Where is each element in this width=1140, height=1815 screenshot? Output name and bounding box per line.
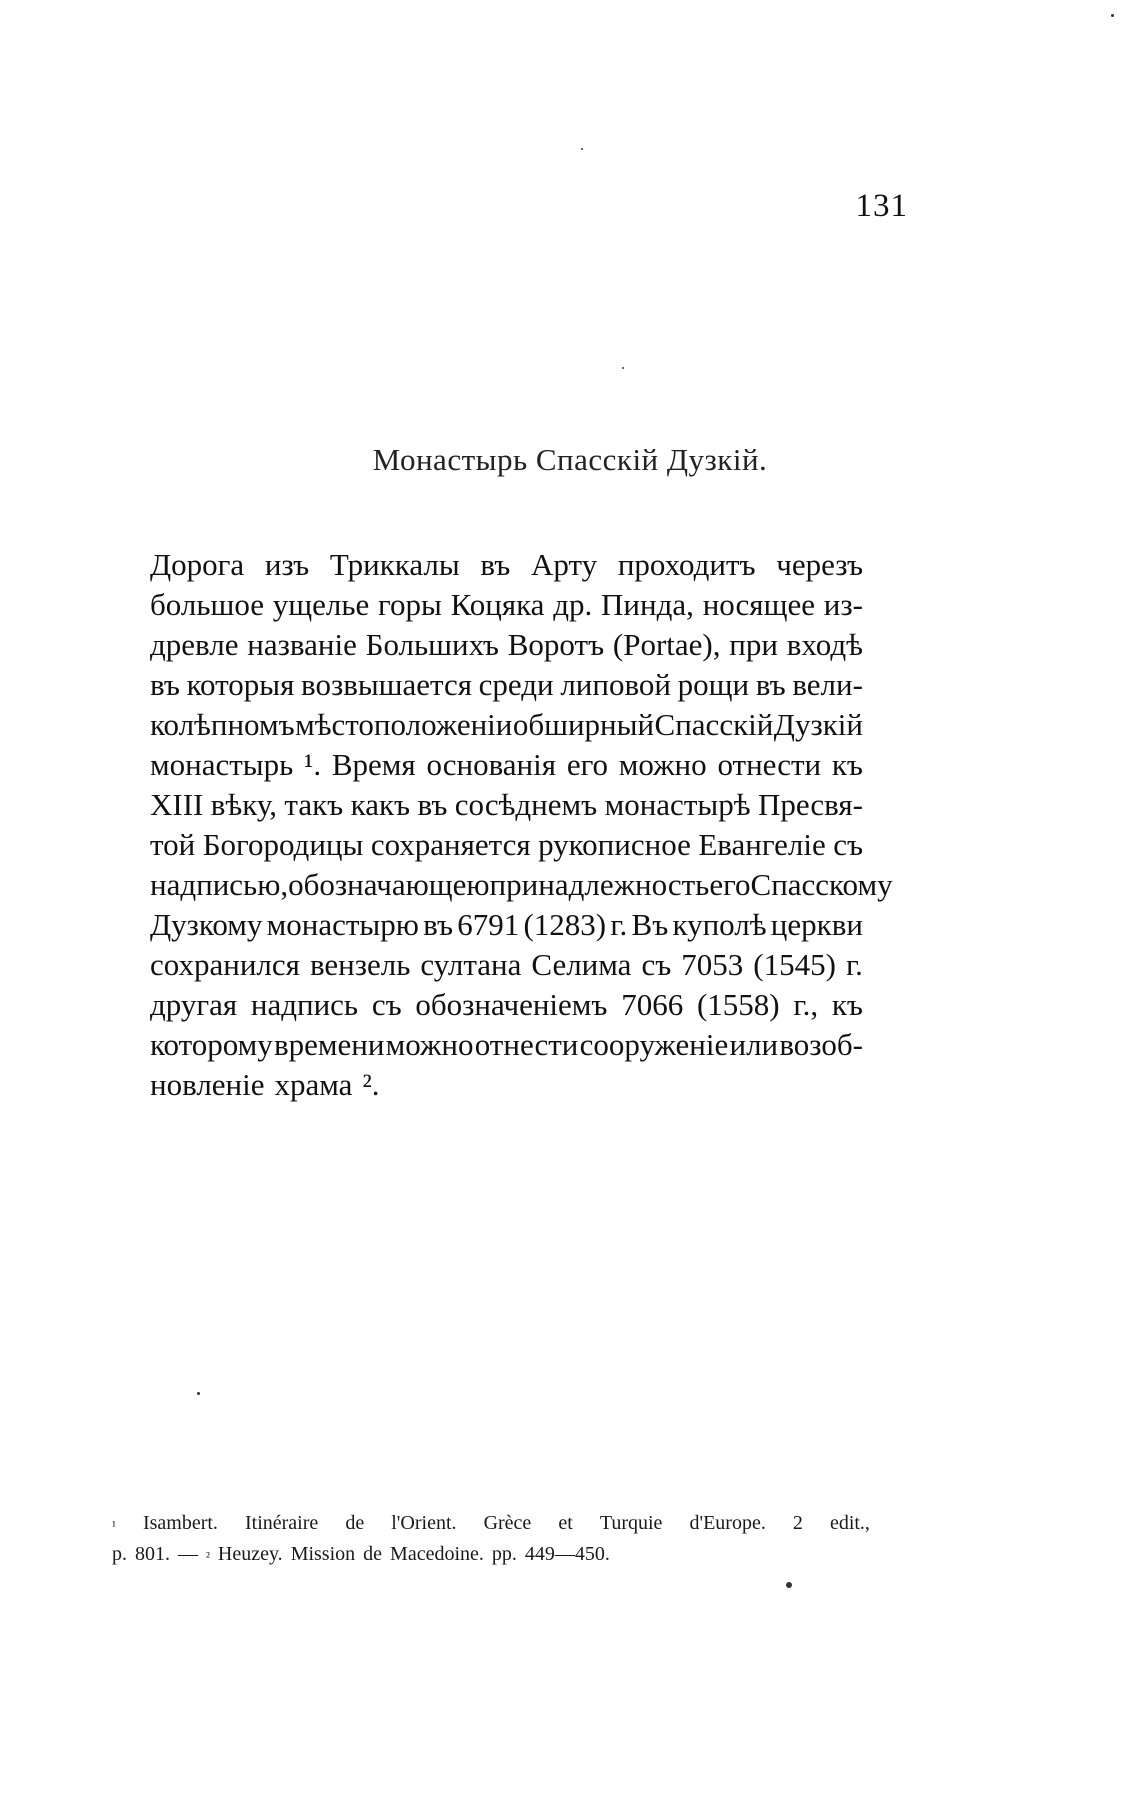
word: edit., <box>829 1512 870 1534</box>
text-line <box>150 705 863 745</box>
word: рукописное <box>538 827 691 862</box>
word: новленіе <box>150 1067 265 1102</box>
word: какъ <box>350 787 411 822</box>
text-line <box>150 625 863 665</box>
word: Grèce <box>483 1512 532 1534</box>
footnote-reference: ¹. <box>304 747 322 782</box>
word: монастырю <box>266 907 419 942</box>
word: Евангеліе <box>698 827 826 862</box>
word: г. <box>610 907 628 942</box>
word: въ <box>417 787 448 822</box>
word: монастырь <box>150 747 294 782</box>
footnote-reference: ². <box>362 1067 380 1102</box>
text-line <box>150 945 863 985</box>
word: надписью, <box>150 867 289 902</box>
word: изъ <box>264 547 310 582</box>
word: из- <box>823 587 863 622</box>
word: 2 <box>792 1512 803 1534</box>
word: той <box>150 827 196 862</box>
page-number: 131 <box>855 188 908 224</box>
word: возоб- <box>779 1027 863 1062</box>
word: султана <box>420 947 522 982</box>
word: Спасскій <box>654 707 774 742</box>
text-line <box>150 785 863 825</box>
word: такъ <box>284 787 344 822</box>
word: принадлежность <box>489 867 710 902</box>
word: другая <box>150 987 238 1022</box>
word: носящее <box>702 587 815 622</box>
word: его <box>709 867 751 902</box>
word: обширный <box>512 707 655 742</box>
word: съ <box>641 947 672 982</box>
word: древле <box>150 627 239 662</box>
word: вели- <box>792 667 863 702</box>
word: горы <box>378 587 442 622</box>
word: Дузкій <box>773 707 863 742</box>
word: 6791 <box>457 907 520 942</box>
word: Itinéraire <box>244 1512 319 1534</box>
word: черезъ <box>776 547 863 582</box>
chapter-heading: Монастырь Спасскій Дузкій. <box>372 442 768 477</box>
word: (1558) <box>696 987 780 1022</box>
word: г., <box>793 987 819 1022</box>
word: съ <box>371 987 402 1022</box>
word: Спасскому <box>750 867 893 902</box>
word: (1545) <box>753 947 836 982</box>
word: основанія <box>426 747 557 782</box>
word: проходитъ <box>617 547 756 582</box>
word: въ <box>480 547 511 582</box>
word: p. <box>112 1543 127 1565</box>
word: въ <box>755 667 786 702</box>
word: Въ <box>631 907 669 942</box>
word: съ <box>833 827 863 862</box>
word: большое <box>150 587 264 622</box>
word: Пресвя- <box>757 787 863 822</box>
text-line <box>150 665 863 705</box>
word: 449—450. <box>524 1543 610 1565</box>
word: др. <box>553 587 593 622</box>
scan-speck <box>622 367 624 369</box>
word: церкви <box>770 907 863 942</box>
word: Большихъ <box>365 627 499 662</box>
word: (Portae), <box>612 627 721 662</box>
footnote-marker: ² <box>206 1549 210 1564</box>
footnote-line <box>112 1508 870 1539</box>
word: Heuzey. <box>217 1543 283 1565</box>
text-line <box>150 585 863 625</box>
text-line <box>150 1065 863 1105</box>
word: къ <box>831 987 863 1022</box>
word: которыя <box>186 667 295 702</box>
word: XIII <box>150 787 204 822</box>
word: Арту <box>531 547 598 582</box>
word: отнести <box>474 1027 579 1062</box>
word: вензель <box>309 947 411 982</box>
text-line <box>150 745 863 785</box>
scan-speck <box>1111 14 1114 17</box>
footnotes <box>112 1508 870 1570</box>
scan-speck <box>197 1392 200 1395</box>
word: храма <box>274 1067 353 1102</box>
word: Коцяка <box>450 587 545 622</box>
word: Пинда, <box>601 587 694 622</box>
word: липовой <box>560 667 671 702</box>
word: отнести <box>717 747 822 782</box>
word: мѣстоположеніи <box>295 707 513 742</box>
word: возвышается <box>301 667 473 702</box>
word: 801. <box>135 1543 170 1565</box>
word: Воротъ <box>507 627 605 662</box>
word: названіе <box>247 627 357 662</box>
text-line <box>150 1025 863 1065</box>
word: въ <box>423 907 454 942</box>
word: въ <box>150 667 180 702</box>
word: надпись <box>250 987 359 1022</box>
word: входѣ <box>786 627 863 662</box>
text-line <box>150 985 863 1025</box>
word: Дорога <box>150 547 245 582</box>
word: которому <box>150 1027 273 1062</box>
word: куполѣ <box>672 907 767 942</box>
word: de <box>345 1512 365 1534</box>
text-line <box>150 825 863 865</box>
word: сосѣднемъ <box>454 787 598 822</box>
word: — <box>178 1543 198 1565</box>
word: къ <box>831 747 863 782</box>
word: времени <box>273 1027 385 1062</box>
word: Дузкому <box>150 907 263 942</box>
word: l'Orient. <box>391 1512 457 1534</box>
word: колѣпномъ <box>150 707 295 742</box>
word: de <box>363 1543 383 1565</box>
word: можно <box>618 747 707 782</box>
word: d'Europe. <box>689 1512 766 1534</box>
word: pp. <box>491 1543 517 1565</box>
word: 7066 <box>621 987 684 1022</box>
word: обозначеніемъ <box>415 987 608 1022</box>
word: среди <box>478 667 554 702</box>
word: сохраняется <box>370 827 531 862</box>
word: ущелье <box>272 587 370 622</box>
word: при <box>729 627 778 662</box>
text-line <box>150 905 863 945</box>
word: его <box>566 747 609 782</box>
word: сохранился <box>150 947 300 982</box>
word: обозначающею <box>288 867 490 902</box>
text-line <box>150 865 893 905</box>
word: сооруженіе <box>579 1027 729 1062</box>
word: или <box>729 1027 779 1062</box>
word: вѣку, <box>210 787 278 822</box>
word: г. <box>845 947 863 982</box>
scan-speck <box>581 148 583 150</box>
word: Триккалы <box>329 547 460 582</box>
word: 7053 <box>681 947 744 982</box>
word: Селима <box>531 947 632 982</box>
word: Macedoine. <box>390 1543 484 1565</box>
word: рощи <box>677 667 750 702</box>
word: (1283) <box>523 907 607 942</box>
text-line <box>150 545 863 585</box>
word: можно <box>385 1027 474 1062</box>
word: Богородицы <box>202 827 364 862</box>
word: et <box>558 1512 573 1534</box>
word: Isambert. <box>142 1512 218 1534</box>
word: Время <box>331 747 416 782</box>
scan-speck <box>786 1582 792 1588</box>
footnote-line <box>112 1539 870 1570</box>
footnote-marker: ¹ <box>112 1518 116 1533</box>
word: Mission <box>290 1543 356 1565</box>
word: Turquie <box>599 1512 663 1534</box>
word: монастырѣ <box>604 787 751 822</box>
body-paragraph <box>150 545 893 1105</box>
